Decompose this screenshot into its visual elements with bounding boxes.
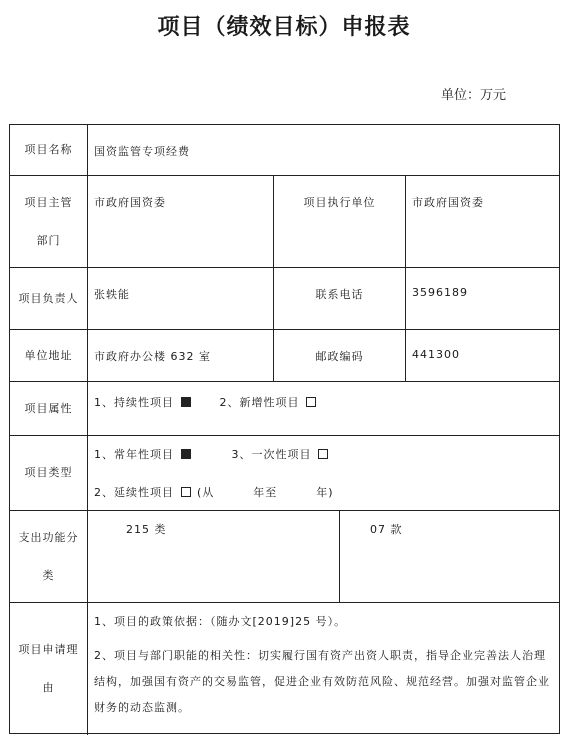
function-class-label: 支出功能分类	[10, 511, 88, 603]
type-option-onetime: 3、一次性项目	[231, 448, 312, 461]
phone-value: 3596189	[406, 268, 560, 330]
exec-unit-label: 项目执行单位	[274, 176, 406, 268]
function-class-value: 215 类	[88, 511, 340, 603]
type-options	[88, 436, 560, 511]
attribute-label: 项目属性	[10, 382, 88, 436]
phone-label: 联系电话	[274, 268, 406, 330]
application-form	[9, 124, 560, 734]
owner-value: 张轶能	[88, 268, 274, 330]
project-name-label: 项目名称	[10, 125, 88, 176]
address-label: 单位地址	[10, 330, 88, 382]
dept-value: 市政府国资委	[88, 176, 274, 268]
reason-line-policy: 1、项目的政策依据：（随办文[2019]25 号）。	[94, 615, 347, 628]
unit-label: 单位：万元	[440, 88, 506, 103]
reason-label: 项目申请理由	[10, 603, 88, 735]
checkbox-onetime[interactable]	[318, 449, 328, 459]
type-year-to-text: 年至	[253, 486, 278, 499]
type-option-annual: 1、常年性项目	[94, 448, 174, 461]
type-label: 项目类型	[10, 436, 88, 511]
attribute-option-continuing: 1、持续性项目	[94, 396, 174, 409]
attribute-option-new: 2、新增性项目	[219, 396, 300, 409]
owner-label: 项目负责人	[10, 268, 88, 330]
project-name-value: 国资监管专项经费	[88, 125, 560, 176]
dept-label: 项目主管部门	[10, 176, 88, 268]
form-title: 项目（绩效目标）申报表	[157, 15, 411, 40]
checkbox-extended[interactable]	[181, 487, 191, 497]
attribute-options	[88, 382, 560, 436]
type-year-end-text: 年)	[316, 486, 334, 499]
exec-unit-value: 市政府国资委	[406, 176, 560, 268]
type-from-text: (从	[197, 486, 215, 499]
checkbox-continuing[interactable]	[181, 397, 191, 407]
checkbox-annual[interactable]	[181, 449, 191, 459]
zip-value: 441300	[406, 330, 560, 382]
reason-value	[88, 603, 560, 735]
function-item-value: 07 款	[340, 511, 560, 603]
type-option-extended: 2、延续性项目	[94, 486, 174, 499]
reason-line-relevance: 2、项目与部门职能的相关性：切实履行国有资产出资人职责，指导企业完善法人治理结构，加强国有资产的交易监管，促进企业有效防范风险、规范经营。加强对监管企业财务的动态监测。	[94, 649, 550, 714]
zip-label: 邮政编码	[274, 330, 406, 382]
checkbox-new[interactable]	[306, 397, 316, 407]
address-value: 市政府办公楼 632 室	[88, 330, 274, 382]
